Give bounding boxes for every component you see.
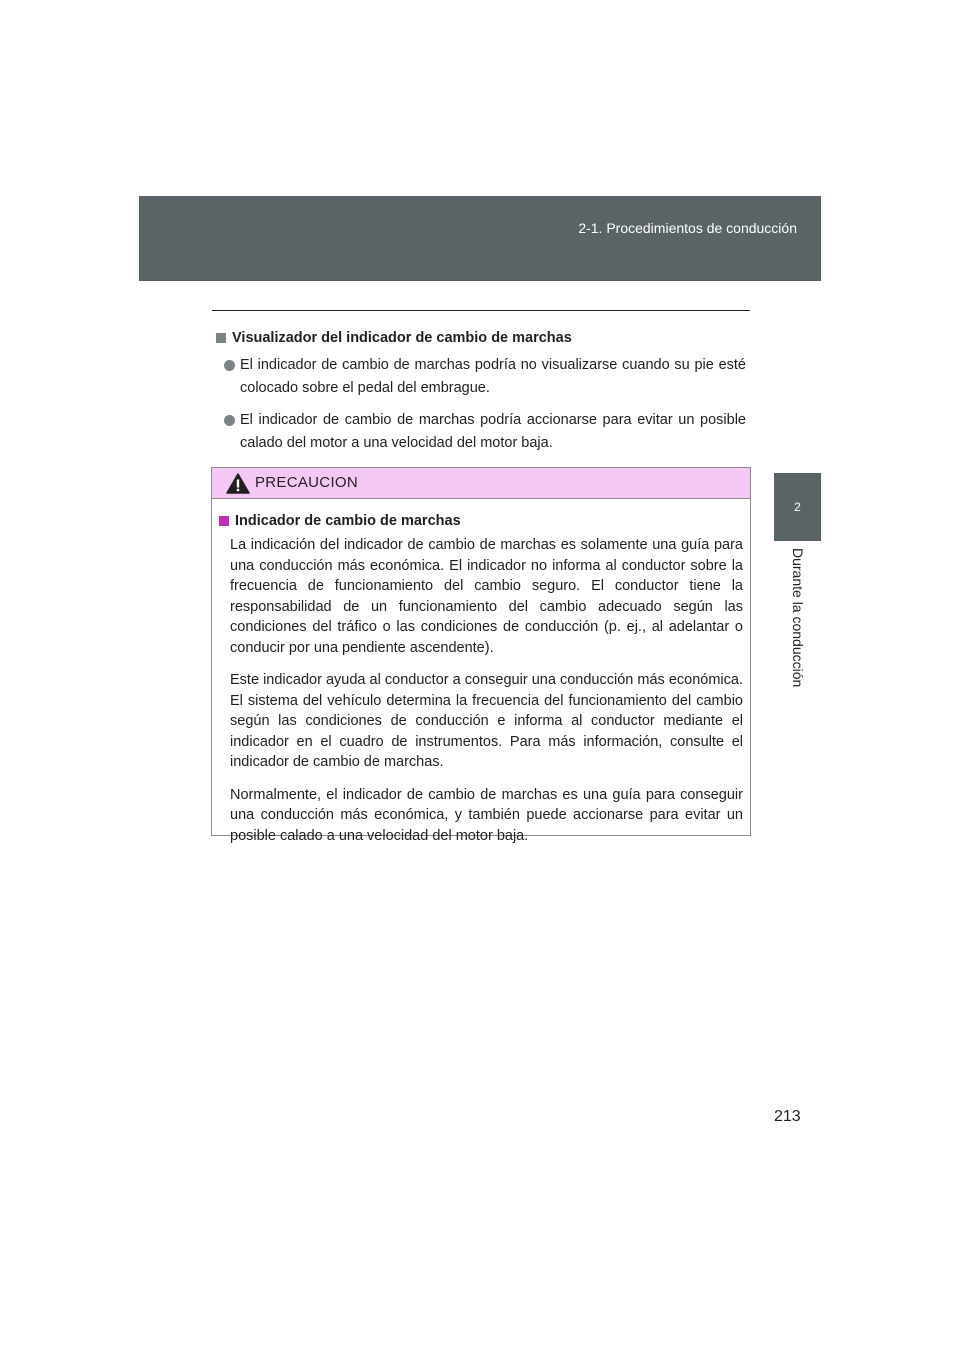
caution-paragraph: Este indicador ayuda al conductor a conseguir una conducción más económica. El sistema del vehículo determina la frecuencia del funcionamiento del cambio según las condiciones de conducción e informa al conductor mediante el indicador en el cuadro de instrumentos. Para más información, consulte el indicador de cambio de marchas. [230, 672, 743, 770]
list-item [216, 354, 746, 400]
section-display-info [216, 328, 746, 464]
warning-triangle-icon [226, 473, 250, 494]
chapter-number: 2 [794, 500, 801, 514]
caution-box [211, 467, 751, 844]
round-bullet-icon [224, 360, 235, 371]
caution-heading-text: Indicador de cambio de marchas [235, 513, 461, 529]
square-bullet-icon [216, 333, 226, 343]
section-title: 2-1. Procedimientos de conducción [578, 220, 797, 236]
caution-body [212, 499, 750, 846]
caution-heading [219, 511, 743, 531]
section-divider [212, 310, 750, 311]
caution-paragraph: Normalmente, el indicador de cambio de marchas es una guía para conseguir una conducción más económica, y también puede accionarse para evitar un posible calado a una velocidad del motor baja. [230, 786, 743, 844]
caution-paragraph: La indicación del indicador de cambio de marchas es solamente una guía para una conducción más económica. El indicador no informa al conductor sobre la frecuencia de funcionamiento del cambio seguro. El conductor tiene la responsabilidad de un funcionamiento del cambio adecuado según las condiciones del tráfico o las condiciones de conducción (p. ej., al adelantar o conducir por una pendiente ascendente). [230, 537, 743, 656]
section-heading [216, 328, 746, 348]
caution-title: PRECAUCION [255, 474, 359, 491]
list-item-text: El indicador de cambio de marchas podría accionarse para evitar un posible calado del motor a una velocidad del motor baja. [240, 412, 746, 451]
chapter-tab [774, 473, 821, 541]
section-heading-text: Visualizador del indicador de cambio de marchas [232, 330, 572, 346]
page-number: 213 [774, 1108, 801, 1125]
header-band [139, 196, 821, 281]
caution-header [212, 468, 750, 499]
square-bullet-icon [219, 516, 229, 526]
round-bullet-icon [224, 415, 235, 426]
chapter-label: Durante la conducción [790, 548, 806, 688]
list-item [216, 409, 746, 455]
list-item-text: El indicador de cambio de marchas podría no visualizarse cuando su pie esté colocado sobre el pedal del embrague. [240, 357, 746, 396]
